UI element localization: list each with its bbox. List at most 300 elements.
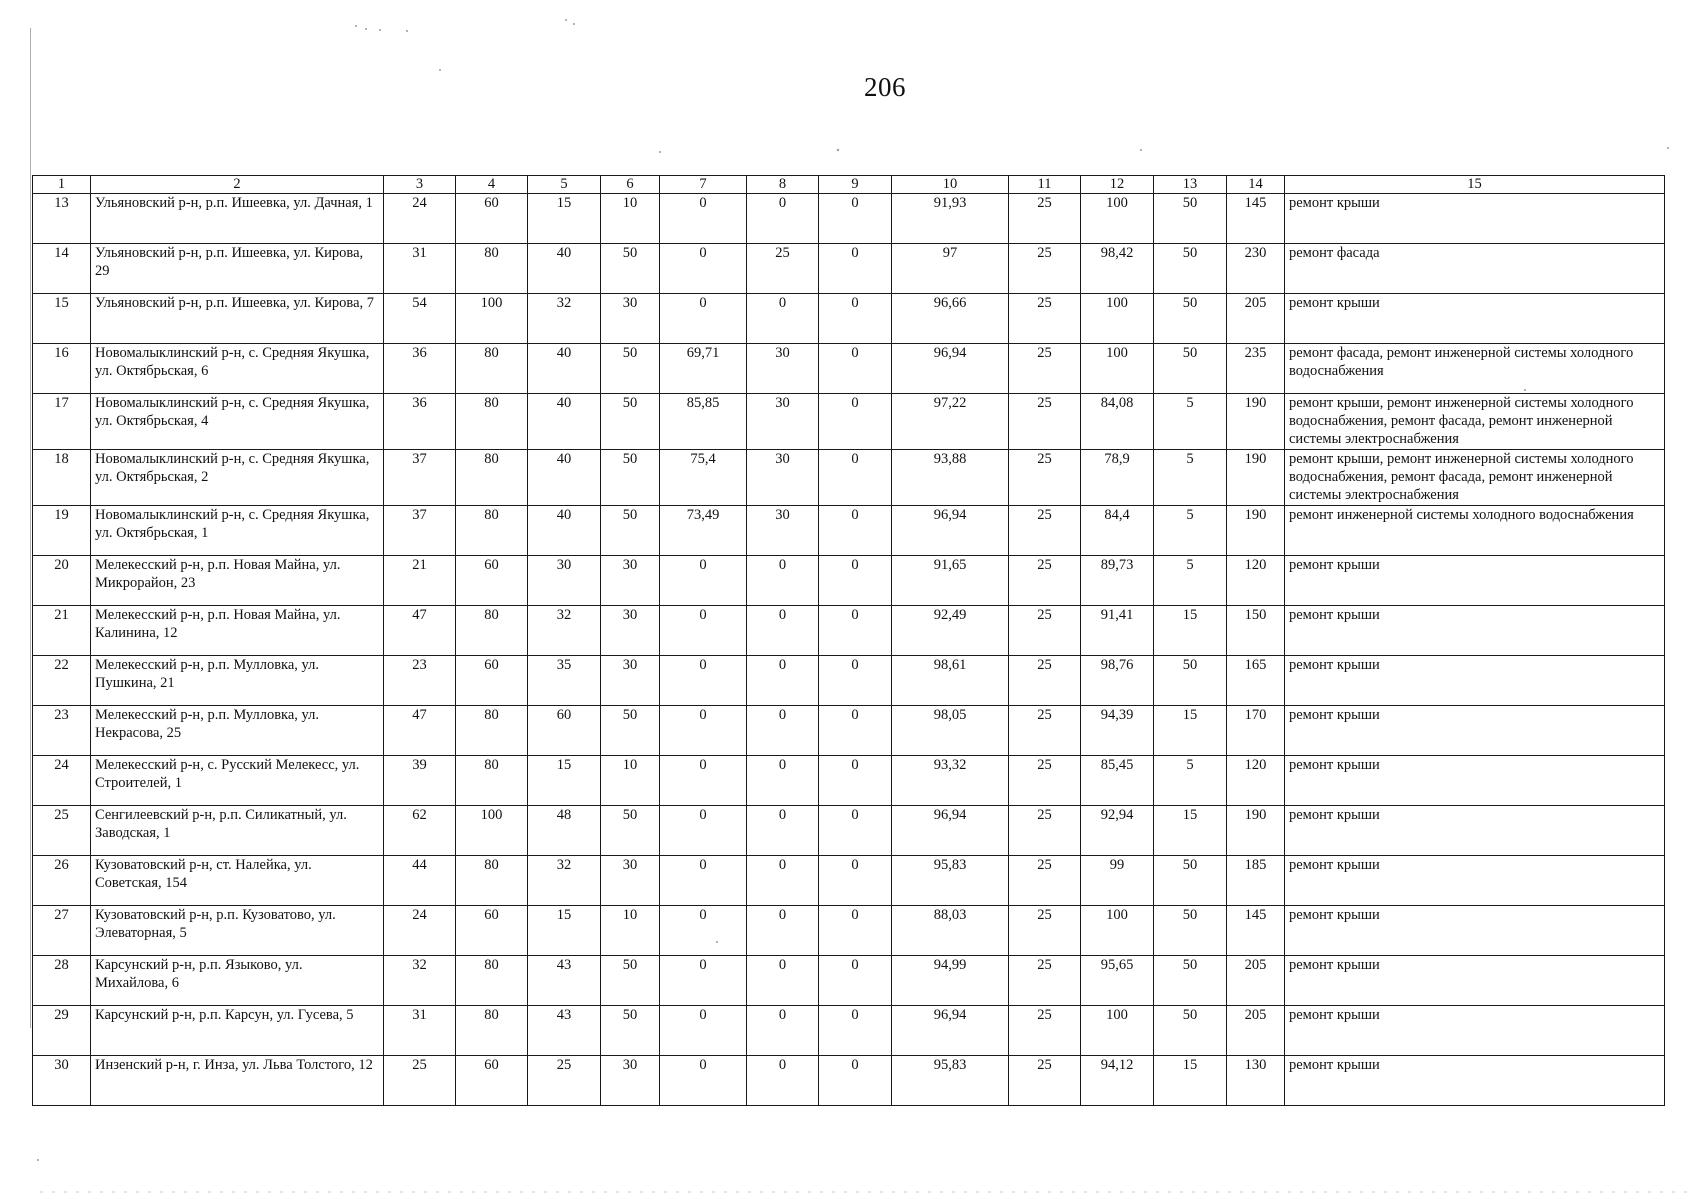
- value-cell-col-8: 0: [747, 756, 819, 806]
- value-cell-col-12: 100: [1081, 294, 1154, 344]
- row-number-cell: 20: [33, 556, 91, 606]
- address-cell: Сенгилеевский р-н, р.п. Силикатный, ул. Заводская, 1: [91, 806, 384, 856]
- repair-work-cell: ремонт крыши: [1285, 1056, 1665, 1106]
- value-cell-col-7: 75,4: [660, 450, 747, 506]
- value-cell-col-6: 50: [601, 956, 660, 1006]
- address-cell: Инзенский р-н, г. Инза, ул. Льва Толстого, 12: [91, 1056, 384, 1106]
- value-cell-col-7: 0: [660, 706, 747, 756]
- table-row: [33, 1006, 1665, 1056]
- column-header-3: 3: [384, 176, 456, 194]
- value-cell-col-5: 60: [528, 706, 601, 756]
- value-cell-col-14: 150: [1227, 606, 1285, 656]
- address-cell: Новомалыклинский р-н, с. Средняя Якушка, ул. Октябрьская, 6: [91, 344, 384, 394]
- repair-work-cell: ремонт крыши: [1285, 756, 1665, 806]
- table-row: [33, 706, 1665, 756]
- value-cell-col-8: 0: [747, 194, 819, 244]
- value-cell-col-10: 95,83: [892, 1056, 1009, 1106]
- page-number: 206: [864, 72, 906, 102]
- row-number-cell: 25: [33, 806, 91, 856]
- value-cell-col-8: 0: [747, 556, 819, 606]
- value-cell-col-8: 30: [747, 450, 819, 506]
- value-cell-col-13: 50: [1154, 656, 1227, 706]
- value-cell-col-3: 21: [384, 556, 456, 606]
- value-cell-col-13: 5: [1154, 394, 1227, 450]
- value-cell-col-7: 0: [660, 856, 747, 906]
- value-cell-col-3: 54: [384, 294, 456, 344]
- column-header-12: 12: [1081, 176, 1154, 194]
- value-cell-col-10: 98,61: [892, 656, 1009, 706]
- value-cell-col-11: 25: [1009, 606, 1081, 656]
- value-cell-col-3: 36: [384, 344, 456, 394]
- value-cell-col-12: 100: [1081, 906, 1154, 956]
- value-cell-col-14: 145: [1227, 906, 1285, 956]
- value-cell-col-4: 80: [456, 506, 528, 556]
- row-number-cell: 21: [33, 606, 91, 656]
- value-cell-col-8: 0: [747, 856, 819, 906]
- column-header-11: 11: [1009, 176, 1081, 194]
- value-cell-col-9: 0: [819, 450, 892, 506]
- value-cell-col-5: 40: [528, 394, 601, 450]
- value-cell-col-11: 25: [1009, 806, 1081, 856]
- value-cell-col-10: 96,66: [892, 294, 1009, 344]
- value-cell-col-10: 96,94: [892, 506, 1009, 556]
- repair-work-cell: ремонт крыши: [1285, 294, 1665, 344]
- column-header-2: 2: [91, 176, 384, 194]
- address-cell: Мелекесский р-н, р.п. Мулловка, ул. Пушкина, 21: [91, 656, 384, 706]
- value-cell-col-12: 91,41: [1081, 606, 1154, 656]
- value-cell-col-6: 30: [601, 656, 660, 706]
- value-cell-col-7: 73,49: [660, 506, 747, 556]
- value-cell-col-3: 23: [384, 656, 456, 706]
- value-cell-col-14: 190: [1227, 450, 1285, 506]
- value-cell-col-10: 98,05: [892, 706, 1009, 756]
- value-cell-col-9: 0: [819, 756, 892, 806]
- value-cell-col-12: 78,9: [1081, 450, 1154, 506]
- address-cell: Мелекесский р-н, р.п. Новая Майна, ул. Калинина, 12: [91, 606, 384, 656]
- value-cell-col-4: 60: [456, 906, 528, 956]
- table-row: [33, 606, 1665, 656]
- value-cell-col-4: 80: [456, 344, 528, 394]
- value-cell-col-7: 0: [660, 244, 747, 294]
- value-cell-col-11: 25: [1009, 294, 1081, 344]
- value-cell-col-14: 190: [1227, 806, 1285, 856]
- repair-work-cell: ремонт крыши: [1285, 706, 1665, 756]
- housing-repair-table: [32, 175, 1665, 1106]
- row-number-cell: 26: [33, 856, 91, 906]
- value-cell-col-14: 230: [1227, 244, 1285, 294]
- address-cell: Новомалыклинский р-н, с. Средняя Якушка, ул. Октябрьская, 4: [91, 394, 384, 450]
- column-header-5: 5: [528, 176, 601, 194]
- value-cell-col-12: 84,4: [1081, 506, 1154, 556]
- value-cell-col-3: 32: [384, 956, 456, 1006]
- value-cell-col-4: 60: [456, 1056, 528, 1106]
- value-cell-col-13: 5: [1154, 556, 1227, 606]
- value-cell-col-9: 0: [819, 656, 892, 706]
- value-cell-col-14: 185: [1227, 856, 1285, 906]
- value-cell-col-13: 50: [1154, 1006, 1227, 1056]
- value-cell-col-4: 60: [456, 656, 528, 706]
- table-row: [33, 856, 1665, 906]
- value-cell-col-13: 5: [1154, 506, 1227, 556]
- value-cell-col-9: 0: [819, 1056, 892, 1106]
- repair-work-cell: ремонт фасада: [1285, 244, 1665, 294]
- value-cell-col-13: 50: [1154, 194, 1227, 244]
- value-cell-col-11: 25: [1009, 1006, 1081, 1056]
- value-cell-col-6: 50: [601, 706, 660, 756]
- value-cell-col-8: 0: [747, 956, 819, 1006]
- value-cell-col-10: 97: [892, 244, 1009, 294]
- column-header-6: 6: [601, 176, 660, 194]
- value-cell-col-10: 91,93: [892, 194, 1009, 244]
- value-cell-col-12: 94,12: [1081, 1056, 1154, 1106]
- value-cell-col-3: 31: [384, 244, 456, 294]
- address-cell: Новомалыклинский р-н, с. Средняя Якушка, ул. Октябрьская, 2: [91, 450, 384, 506]
- value-cell-col-13: 50: [1154, 906, 1227, 956]
- value-cell-col-4: 80: [456, 756, 528, 806]
- value-cell-col-13: 15: [1154, 606, 1227, 656]
- value-cell-col-11: 25: [1009, 856, 1081, 906]
- address-cell: Кузоватовский р-н, р.п. Кузоватово, ул. Элеваторная, 5: [91, 906, 384, 956]
- value-cell-col-12: 92,94: [1081, 806, 1154, 856]
- table-row: [33, 194, 1665, 244]
- value-cell-col-6: 30: [601, 856, 660, 906]
- value-cell-col-9: 0: [819, 506, 892, 556]
- value-cell-col-4: 100: [456, 294, 528, 344]
- column-header-13: 13: [1154, 176, 1227, 194]
- value-cell-col-14: 170: [1227, 706, 1285, 756]
- value-cell-col-9: 0: [819, 906, 892, 956]
- value-cell-col-11: 25: [1009, 394, 1081, 450]
- table-row: [33, 1056, 1665, 1106]
- value-cell-col-6: 50: [601, 506, 660, 556]
- address-cell: Кузоватовский р-н, ст. Налейка, ул. Советская, 154: [91, 856, 384, 906]
- repair-work-cell: ремонт крыши: [1285, 606, 1665, 656]
- value-cell-col-13: 50: [1154, 344, 1227, 394]
- value-cell-col-3: 36: [384, 394, 456, 450]
- value-cell-col-12: 85,45: [1081, 756, 1154, 806]
- value-cell-col-3: 37: [384, 450, 456, 506]
- value-cell-col-5: 48: [528, 806, 601, 856]
- value-cell-col-5: 35: [528, 656, 601, 706]
- value-cell-col-5: 15: [528, 194, 601, 244]
- value-cell-col-10: 96,94: [892, 344, 1009, 394]
- table-row: [33, 244, 1665, 294]
- value-cell-col-7: 0: [660, 756, 747, 806]
- table-row: [33, 956, 1665, 1006]
- value-cell-col-3: 47: [384, 706, 456, 756]
- value-cell-col-7: 0: [660, 906, 747, 956]
- value-cell-col-12: 94,39: [1081, 706, 1154, 756]
- value-cell-col-12: 100: [1081, 1006, 1154, 1056]
- value-cell-col-5: 40: [528, 244, 601, 294]
- value-cell-col-13: 50: [1154, 856, 1227, 906]
- value-cell-col-7: 85,85: [660, 394, 747, 450]
- value-cell-col-6: 50: [601, 344, 660, 394]
- table-row: [33, 506, 1665, 556]
- value-cell-col-9: 0: [819, 606, 892, 656]
- value-cell-col-9: 0: [819, 394, 892, 450]
- value-cell-col-3: 37: [384, 506, 456, 556]
- value-cell-col-4: 80: [456, 606, 528, 656]
- value-cell-col-8: 0: [747, 294, 819, 344]
- value-cell-col-11: 25: [1009, 706, 1081, 756]
- value-cell-col-5: 32: [528, 294, 601, 344]
- value-cell-col-5: 32: [528, 606, 601, 656]
- value-cell-col-9: 0: [819, 194, 892, 244]
- repair-work-cell: ремонт крыши: [1285, 856, 1665, 906]
- table-row: [33, 556, 1665, 606]
- value-cell-col-11: 25: [1009, 1056, 1081, 1106]
- value-cell-col-8: 30: [747, 394, 819, 450]
- address-cell: Карсунский р-н, р.п. Языково, ул. Михайлова, 6: [91, 956, 384, 1006]
- value-cell-col-3: 25: [384, 1056, 456, 1106]
- repair-work-cell: ремонт фасада, ремонт инженерной системы холодного водоснабжения: [1285, 344, 1665, 394]
- address-cell: Мелекесский р-н, р.п. Новая Майна, ул. Микрорайон, 23: [91, 556, 384, 606]
- value-cell-col-10: 96,94: [892, 1006, 1009, 1056]
- value-cell-col-8: 0: [747, 606, 819, 656]
- value-cell-col-7: 0: [660, 194, 747, 244]
- value-cell-col-3: 24: [384, 906, 456, 956]
- value-cell-col-4: 60: [456, 194, 528, 244]
- value-cell-col-14: 190: [1227, 394, 1285, 450]
- value-cell-col-11: 25: [1009, 656, 1081, 706]
- value-cell-col-8: 0: [747, 906, 819, 956]
- value-cell-col-3: 44: [384, 856, 456, 906]
- value-cell-col-12: 100: [1081, 344, 1154, 394]
- value-cell-col-7: 69,71: [660, 344, 747, 394]
- value-cell-col-6: 50: [601, 450, 660, 506]
- value-cell-col-13: 5: [1154, 756, 1227, 806]
- column-header-8: 8: [747, 176, 819, 194]
- value-cell-col-9: 0: [819, 556, 892, 606]
- repair-work-cell: ремонт крыши: [1285, 906, 1665, 956]
- repair-work-cell: ремонт крыши: [1285, 806, 1665, 856]
- address-cell: Ульяновский р-н, р.п. Ишеевка, ул. Кирова, 29: [91, 244, 384, 294]
- value-cell-col-12: 98,42: [1081, 244, 1154, 294]
- repair-work-cell: ремонт крыши: [1285, 556, 1665, 606]
- value-cell-col-4: 60: [456, 556, 528, 606]
- row-number-cell: 27: [33, 906, 91, 956]
- row-number-cell: 16: [33, 344, 91, 394]
- value-cell-col-7: 0: [660, 556, 747, 606]
- value-cell-col-13: 50: [1154, 956, 1227, 1006]
- address-cell: Мелекесский р-н, р.п. Мулловка, ул. Некрасова, 25: [91, 706, 384, 756]
- value-cell-col-3: 62: [384, 806, 456, 856]
- table-row: [33, 806, 1665, 856]
- value-cell-col-5: 25: [528, 1056, 601, 1106]
- value-cell-col-10: 88,03: [892, 906, 1009, 956]
- value-cell-col-10: 93,32: [892, 756, 1009, 806]
- table-row: [33, 756, 1665, 806]
- value-cell-col-13: 50: [1154, 244, 1227, 294]
- value-cell-col-14: 130: [1227, 1056, 1285, 1106]
- value-cell-col-10: 92,49: [892, 606, 1009, 656]
- column-header-15: 15: [1285, 176, 1665, 194]
- value-cell-col-4: 80: [456, 450, 528, 506]
- value-cell-col-11: 25: [1009, 956, 1081, 1006]
- row-number-cell: 17: [33, 394, 91, 450]
- row-number-cell: 23: [33, 706, 91, 756]
- value-cell-col-13: 15: [1154, 706, 1227, 756]
- value-cell-col-7: 0: [660, 606, 747, 656]
- row-number-cell: 15: [33, 294, 91, 344]
- value-cell-col-6: 30: [601, 294, 660, 344]
- value-cell-col-11: 25: [1009, 344, 1081, 394]
- value-cell-col-6: 10: [601, 194, 660, 244]
- value-cell-col-7: 0: [660, 1006, 747, 1056]
- value-cell-col-12: 98,76: [1081, 656, 1154, 706]
- value-cell-col-6: 30: [601, 1056, 660, 1106]
- value-cell-col-5: 43: [528, 1006, 601, 1056]
- value-cell-col-8: 0: [747, 1006, 819, 1056]
- address-cell: Ульяновский р-н, р.п. Ишеевка, ул. Дачная, 1: [91, 194, 384, 244]
- value-cell-col-11: 25: [1009, 506, 1081, 556]
- value-cell-col-11: 25: [1009, 756, 1081, 806]
- value-cell-col-6: 30: [601, 606, 660, 656]
- value-cell-col-14: 205: [1227, 294, 1285, 344]
- value-cell-col-8: 0: [747, 806, 819, 856]
- value-cell-col-5: 40: [528, 450, 601, 506]
- value-cell-col-8: 0: [747, 706, 819, 756]
- column-header-7: 7: [660, 176, 747, 194]
- value-cell-col-12: 100: [1081, 194, 1154, 244]
- table-row: [33, 394, 1665, 450]
- address-cell: Новомалыклинский р-н, с. Средняя Якушка, ул. Октябрьская, 1: [91, 506, 384, 556]
- row-number-cell: 29: [33, 1006, 91, 1056]
- value-cell-col-13: 15: [1154, 1056, 1227, 1106]
- value-cell-col-13: 50: [1154, 294, 1227, 344]
- value-cell-col-8: 30: [747, 506, 819, 556]
- value-cell-col-5: 15: [528, 906, 601, 956]
- repair-work-cell: ремонт крыши: [1285, 956, 1665, 1006]
- value-cell-col-13: 15: [1154, 806, 1227, 856]
- table-row: [33, 450, 1665, 506]
- row-number-cell: 28: [33, 956, 91, 1006]
- value-cell-col-5: 30: [528, 556, 601, 606]
- row-number-cell: 18: [33, 450, 91, 506]
- repair-work-cell: ремонт крыши: [1285, 1006, 1665, 1056]
- address-cell: Карсунский р-н, р.п. Карсун, ул. Гусева, 5: [91, 1006, 384, 1056]
- value-cell-col-11: 25: [1009, 906, 1081, 956]
- value-cell-col-6: 10: [601, 756, 660, 806]
- value-cell-col-11: 25: [1009, 194, 1081, 244]
- value-cell-col-12: 95,65: [1081, 956, 1154, 1006]
- value-cell-col-10: 96,94: [892, 806, 1009, 856]
- value-cell-col-7: 0: [660, 806, 747, 856]
- column-header-10: 10: [892, 176, 1009, 194]
- value-cell-col-4: 80: [456, 706, 528, 756]
- repair-work-cell: ремонт крыши, ремонт инженерной системы холодного водоснабжения, ремонт фасада, ремонт инженерной системы электроснабжения: [1285, 394, 1665, 450]
- scan-left-edge: [30, 28, 31, 1028]
- value-cell-col-3: 24: [384, 194, 456, 244]
- value-cell-col-9: 0: [819, 344, 892, 394]
- address-cell: Мелекесский р-н, с. Русский Мелекесс, ул. Строителей, 1: [91, 756, 384, 806]
- value-cell-col-9: 0: [819, 806, 892, 856]
- address-cell: Ульяновский р-н, р.п. Ишеевка, ул. Кирова, 7: [91, 294, 384, 344]
- column-header-4: 4: [456, 176, 528, 194]
- value-cell-col-10: 93,88: [892, 450, 1009, 506]
- value-cell-col-4: 80: [456, 244, 528, 294]
- value-cell-col-8: 25: [747, 244, 819, 294]
- value-cell-col-14: 190: [1227, 506, 1285, 556]
- repair-work-cell: ремонт крыши: [1285, 194, 1665, 244]
- value-cell-col-9: 0: [819, 1006, 892, 1056]
- value-cell-col-9: 0: [819, 856, 892, 906]
- value-cell-col-6: 10: [601, 906, 660, 956]
- value-cell-col-14: 235: [1227, 344, 1285, 394]
- value-cell-col-3: 47: [384, 606, 456, 656]
- value-cell-col-6: 50: [601, 1006, 660, 1056]
- column-header-14: 14: [1227, 176, 1285, 194]
- repair-work-cell: ремонт крыши, ремонт инженерной системы холодного водоснабжения, ремонт фасада, ремонт инженерной системы электроснабжения: [1285, 450, 1665, 506]
- value-cell-col-8: 0: [747, 1056, 819, 1106]
- row-number-cell: 13: [33, 194, 91, 244]
- value-cell-col-6: 50: [601, 394, 660, 450]
- value-cell-col-4: 80: [456, 856, 528, 906]
- value-cell-col-8: 0: [747, 656, 819, 706]
- value-cell-col-12: 89,73: [1081, 556, 1154, 606]
- value-cell-col-11: 25: [1009, 244, 1081, 294]
- table-row: [33, 906, 1665, 956]
- value-cell-col-4: 80: [456, 394, 528, 450]
- row-number-cell: 30: [33, 1056, 91, 1106]
- table-row: [33, 294, 1665, 344]
- value-cell-col-14: 120: [1227, 756, 1285, 806]
- value-cell-col-8: 30: [747, 344, 819, 394]
- value-cell-col-10: 94,99: [892, 956, 1009, 1006]
- value-cell-col-14: 145: [1227, 194, 1285, 244]
- column-number-row: [33, 176, 1665, 194]
- value-cell-col-5: 32: [528, 856, 601, 906]
- value-cell-col-9: 0: [819, 706, 892, 756]
- value-cell-col-7: 0: [660, 956, 747, 1006]
- repair-work-cell: ремонт инженерной системы холодного водоснабжения: [1285, 506, 1665, 556]
- value-cell-col-3: 31: [384, 1006, 456, 1056]
- value-cell-col-5: 43: [528, 956, 601, 1006]
- value-cell-col-6: 30: [601, 556, 660, 606]
- value-cell-col-12: 99: [1081, 856, 1154, 906]
- value-cell-col-3: 39: [384, 756, 456, 806]
- value-cell-col-5: 40: [528, 506, 601, 556]
- value-cell-col-14: 205: [1227, 956, 1285, 1006]
- row-number-cell: 24: [33, 756, 91, 806]
- value-cell-col-13: 5: [1154, 450, 1227, 506]
- value-cell-col-9: 0: [819, 294, 892, 344]
- value-cell-col-6: 50: [601, 806, 660, 856]
- value-cell-col-10: 97,22: [892, 394, 1009, 450]
- value-cell-col-4: 80: [456, 1006, 528, 1056]
- repair-work-cell: ремонт крыши: [1285, 656, 1665, 706]
- column-header-1: 1: [33, 176, 91, 194]
- table-row: [33, 344, 1665, 394]
- value-cell-col-4: 100: [456, 806, 528, 856]
- value-cell-col-9: 0: [819, 956, 892, 1006]
- value-cell-col-7: 0: [660, 1056, 747, 1106]
- row-number-cell: 22: [33, 656, 91, 706]
- value-cell-col-7: 0: [660, 294, 747, 344]
- value-cell-col-4: 80: [456, 956, 528, 1006]
- table-row: [33, 656, 1665, 706]
- value-cell-col-5: 15: [528, 756, 601, 806]
- column-header-9: 9: [819, 176, 892, 194]
- row-number-cell: 14: [33, 244, 91, 294]
- row-number-cell: 19: [33, 506, 91, 556]
- value-cell-col-11: 25: [1009, 450, 1081, 506]
- value-cell-col-5: 40: [528, 344, 601, 394]
- value-cell-col-10: 95,83: [892, 856, 1009, 906]
- value-cell-col-14: 120: [1227, 556, 1285, 606]
- value-cell-col-9: 0: [819, 244, 892, 294]
